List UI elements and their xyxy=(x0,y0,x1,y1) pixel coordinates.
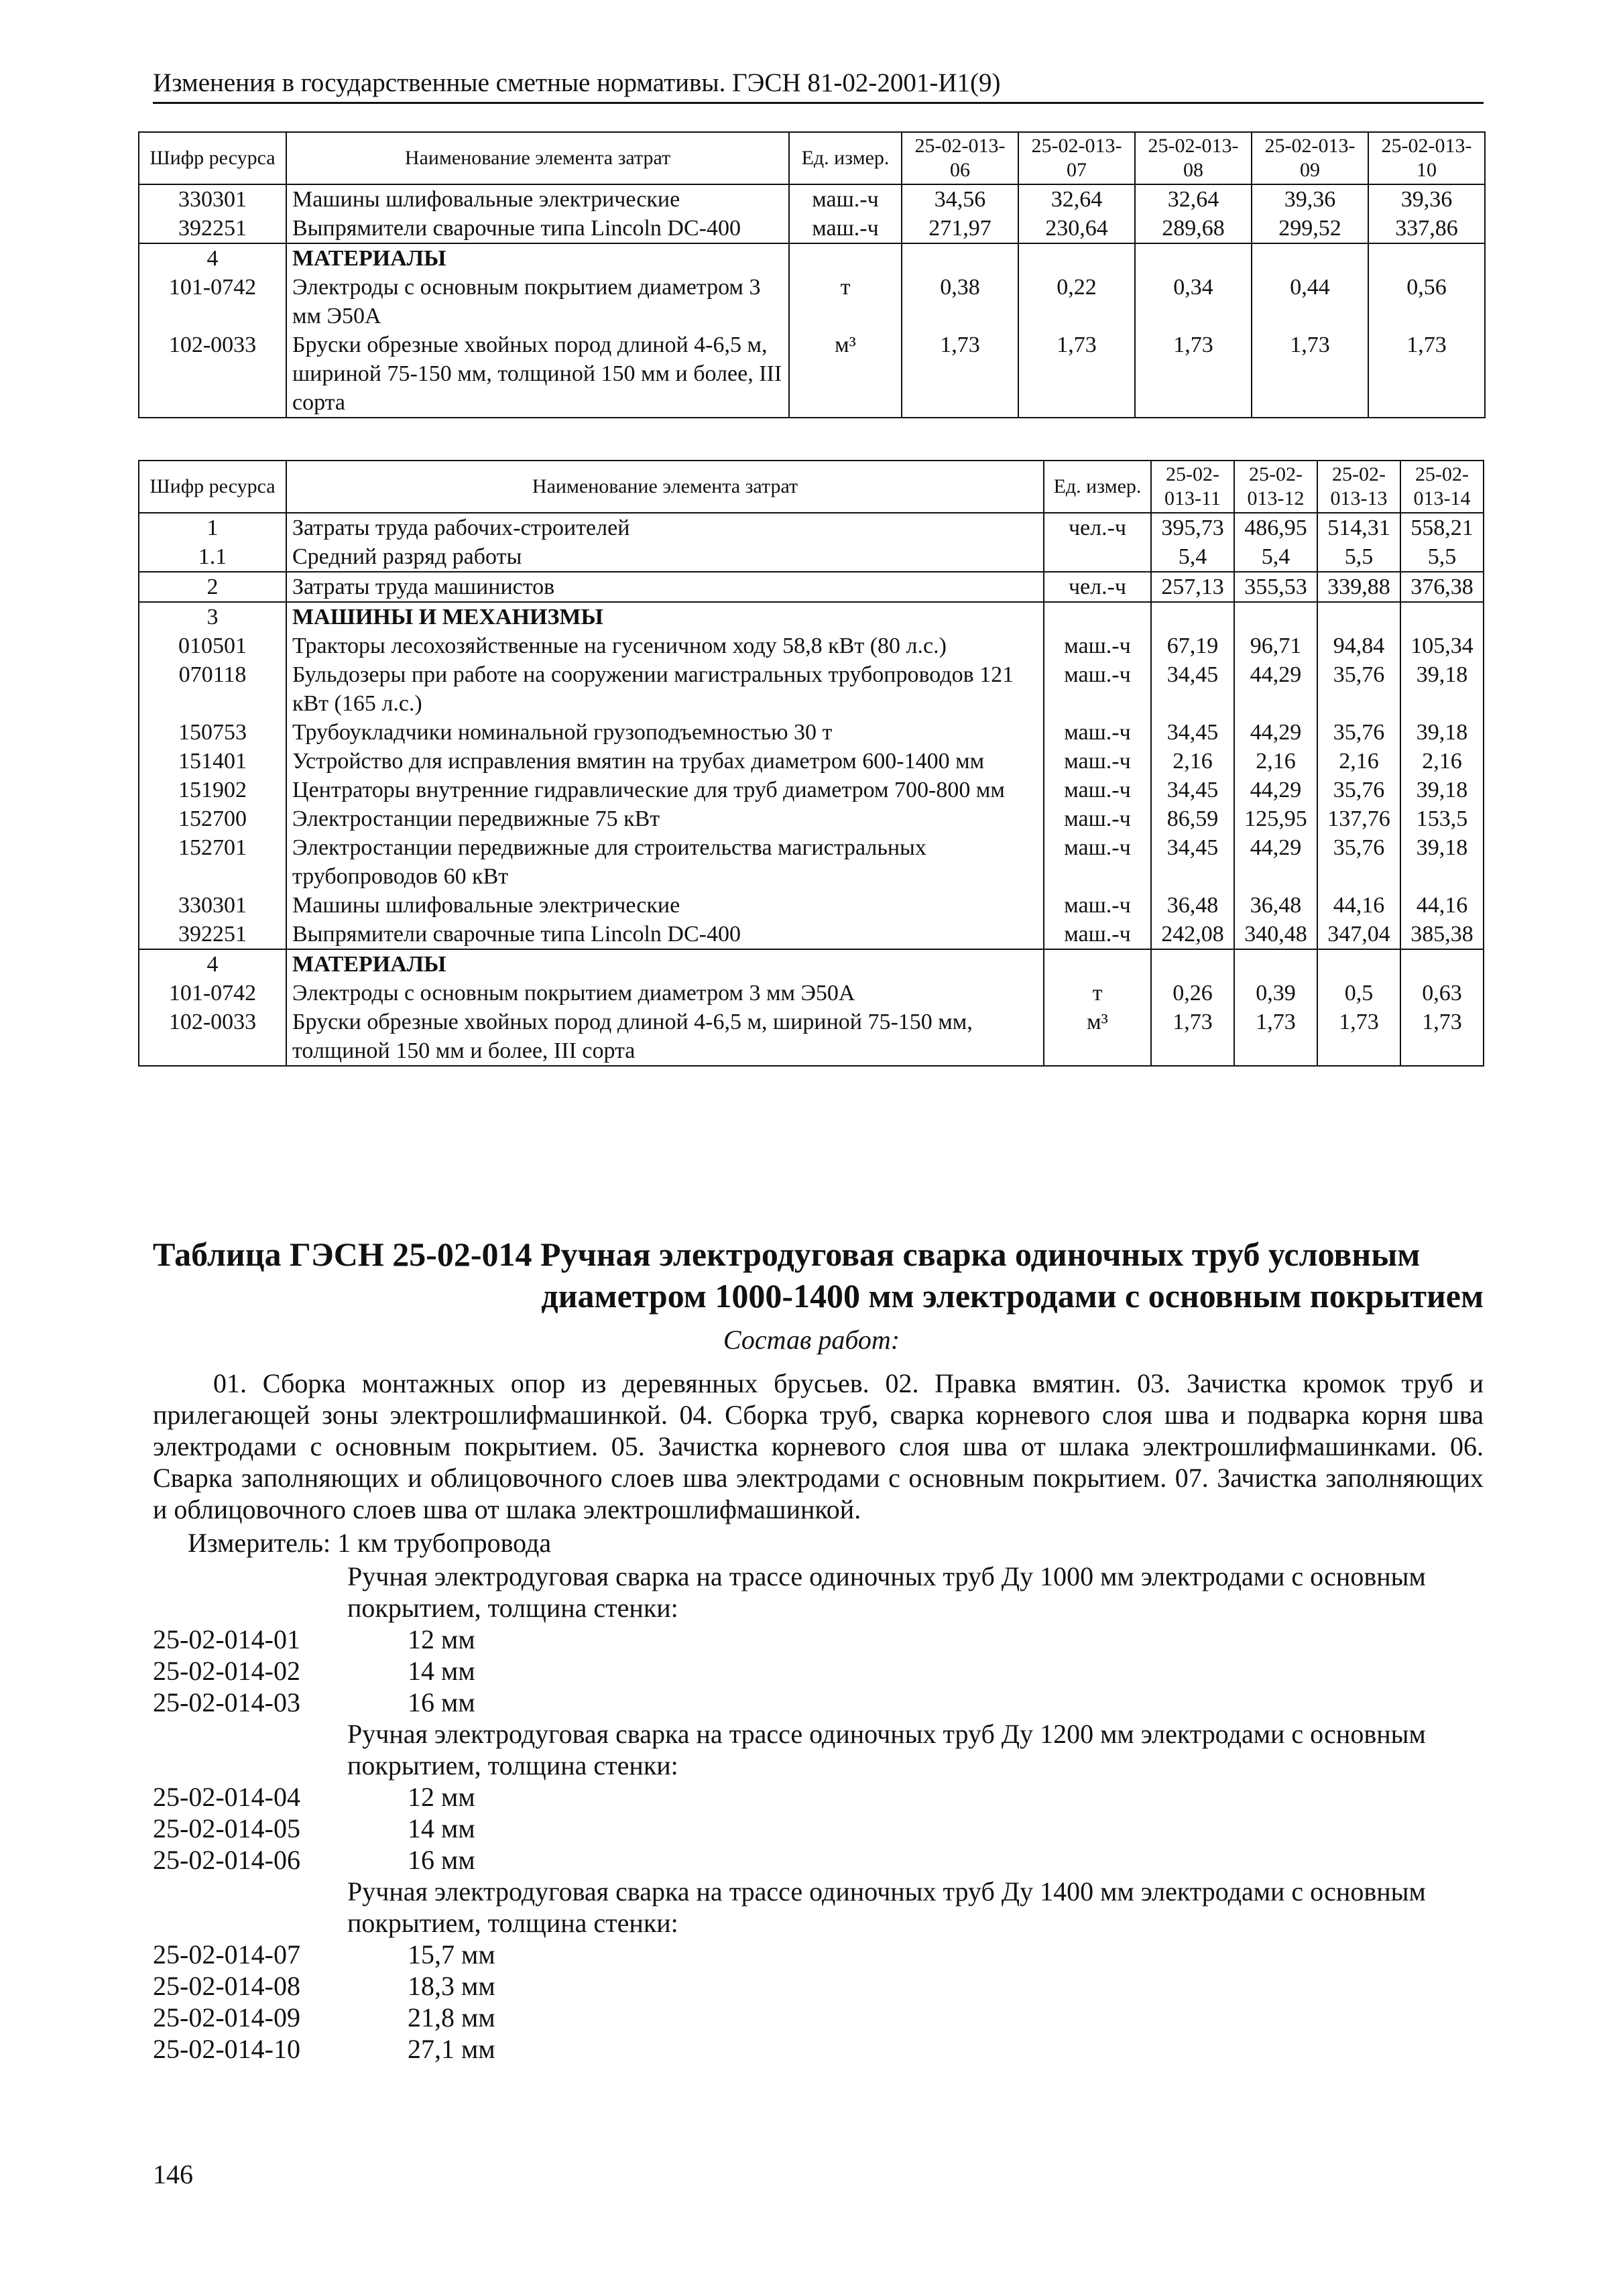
norm-value: 2,16 xyxy=(1317,747,1400,776)
norm-value: 1,73 xyxy=(1018,330,1135,418)
table-row xyxy=(139,747,1484,776)
variant-row xyxy=(153,1655,1484,1687)
variant-code: 25-02-014-04 xyxy=(153,1782,300,1812)
norm-value: 0,38 xyxy=(902,273,1018,330)
norm-value: 558,21 xyxy=(1400,513,1484,542)
norm-value: 39,18 xyxy=(1400,833,1484,891)
unit-of-measure: маш.-ч xyxy=(1044,920,1151,949)
resource-code: 1.1 xyxy=(139,542,286,572)
norm-value xyxy=(1368,243,1485,273)
unit-of-measure: маш.-ч xyxy=(789,184,902,214)
cost-element-name: МАТЕРИАЛЫ xyxy=(286,243,789,273)
norm-value: 44,29 xyxy=(1234,660,1317,718)
norm-value xyxy=(1018,243,1135,273)
norm-value: 5,5 xyxy=(1317,542,1400,572)
variant-thickness: 27,1 мм xyxy=(408,2034,495,2064)
col-header-norm: 25-02-013-07 xyxy=(1018,132,1135,184)
col-header-norm: 25-02-013-12 xyxy=(1234,461,1317,513)
unit-of-measure xyxy=(1044,949,1151,979)
norm-value: 0,39 xyxy=(1234,979,1317,1008)
variant-group-description: Ручная электродуговая сварка на трассе одиночных труб Ду 1200 мм электродами с основным покрытием, толщина стенки: xyxy=(347,1719,1426,1780)
table-row xyxy=(139,214,1485,243)
norm-value: 289,68 xyxy=(1135,214,1252,243)
resource-code: 010501 xyxy=(139,631,286,660)
cost-element-name: Выпрямители сварочные типа Lincoln DC-400 xyxy=(286,920,1044,949)
resource-code: 330301 xyxy=(139,184,286,214)
works-label: Состав работ: xyxy=(723,1325,900,1355)
unit-of-measure: т xyxy=(1044,979,1151,1008)
norm-value: 355,53 xyxy=(1234,572,1317,602)
variant-thickness: 14 мм xyxy=(408,1656,475,1686)
page-number: 146 xyxy=(153,2159,193,2189)
col-header-norm: 25-02-013-14 xyxy=(1400,461,1484,513)
page-header: Изменения в государственные сметные нормативы. ГЭСН 81-02-2001-И1(9) xyxy=(153,67,1484,104)
col-header-code: Шифр ресурса xyxy=(139,132,286,184)
cost-element-name: Выпрямители сварочные типа Lincoln DC-400 xyxy=(286,214,789,243)
resource-code: 4 xyxy=(139,243,286,273)
norm-table-1 xyxy=(138,131,1486,418)
table-row xyxy=(139,542,1484,572)
norm-value: 271,97 xyxy=(902,214,1018,243)
variant-thickness: 16 мм xyxy=(408,1687,475,1717)
variant-code: 25-02-014-08 xyxy=(153,1971,300,2001)
variant-thickness: 18,3 мм xyxy=(408,1971,495,2001)
cost-element-name: Электроды с основным покрытием диаметром 3 мм Э50А xyxy=(286,273,789,330)
norm-value: 44,29 xyxy=(1234,833,1317,891)
norm-value: 1,73 xyxy=(902,330,1018,418)
norm-value: 34,45 xyxy=(1151,718,1234,747)
norm-value: 0,63 xyxy=(1400,979,1484,1008)
variant-thickness: 16 мм xyxy=(408,1845,475,1875)
norm-value: 34,56 xyxy=(902,184,1018,214)
table-row xyxy=(139,979,1484,1008)
norm-value xyxy=(1151,602,1234,631)
variant-row xyxy=(153,1970,1484,2002)
norm-value: 0,34 xyxy=(1135,273,1252,330)
norm-value xyxy=(1135,243,1252,273)
norm-value: 1,73 xyxy=(1368,330,1485,418)
norm-value: 34,45 xyxy=(1151,833,1234,891)
unit-of-measure xyxy=(1044,602,1151,631)
variant-code: 25-02-014-06 xyxy=(153,1845,300,1875)
norm-value xyxy=(1317,949,1400,979)
cost-element-name: МАТЕРИАЛЫ xyxy=(286,949,1044,979)
norm-value xyxy=(902,243,1018,273)
resource-code: 102-0033 xyxy=(139,1008,286,1066)
norm-value: 44,29 xyxy=(1234,776,1317,804)
cost-element-name: Машины шлифовальные электрические xyxy=(286,184,789,214)
norm-value: 34,45 xyxy=(1151,776,1234,804)
table-row xyxy=(139,718,1484,747)
table-row xyxy=(139,804,1484,833)
section-row xyxy=(139,602,1484,631)
norm-value: 39,36 xyxy=(1252,184,1368,214)
resource-code: 101-0742 xyxy=(139,979,286,1008)
unit-of-measure: чел.-ч xyxy=(1044,513,1151,542)
unit-of-measure: маш.-ч xyxy=(1044,718,1151,747)
norm-value: 347,04 xyxy=(1317,920,1400,949)
cost-element-name: Средний разряд работы xyxy=(286,542,1044,572)
norm-value: 105,34 xyxy=(1400,631,1484,660)
norm-value: 339,88 xyxy=(1317,572,1400,602)
norm-value: 1,73 xyxy=(1135,330,1252,418)
cost-element-name: МАШИНЫ И МЕХАНИЗМЫ xyxy=(286,602,1044,631)
variant-thickness: 21,8 мм xyxy=(408,2002,495,2033)
table2-body xyxy=(139,513,1484,1066)
col-header-norm: 25-02-013-09 xyxy=(1252,132,1368,184)
norm-value: 44,16 xyxy=(1317,891,1400,920)
col-header-code: Шифр ресурса xyxy=(139,461,286,513)
norm-value: 376,38 xyxy=(1400,572,1484,602)
norm-value: 32,64 xyxy=(1018,184,1135,214)
resource-code: 152700 xyxy=(139,804,286,833)
norm-value: 39,36 xyxy=(1368,184,1485,214)
resource-code: 152701 xyxy=(139,833,286,891)
variant-row xyxy=(153,1844,1484,1876)
variant-code: 25-02-014-03 xyxy=(153,1687,300,1717)
unit-of-measure: маш.-ч xyxy=(1044,631,1151,660)
resource-code: 4 xyxy=(139,949,286,979)
col-header-norm: 25-02-013-08 xyxy=(1135,132,1252,184)
norm-value xyxy=(1400,602,1484,631)
norm-value: 137,76 xyxy=(1317,804,1400,833)
norm-value: 153,5 xyxy=(1400,804,1484,833)
norm-value xyxy=(1317,602,1400,631)
variant-code: 25-02-014-05 xyxy=(153,1813,300,1844)
cost-element-name: Бруски обрезные хвойных пород длиной 4-6,5 м, шириной 75-150 мм, толщиной 150 мм и более, III сорта xyxy=(286,1008,1044,1066)
variant-row xyxy=(153,1687,1484,1718)
norm-value: 0,5 xyxy=(1317,979,1400,1008)
variant-row xyxy=(153,1624,1484,1655)
norm-value: 242,08 xyxy=(1151,920,1234,949)
unit-of-measure: т xyxy=(789,273,902,330)
norm-value: 44,29 xyxy=(1234,718,1317,747)
norm-value: 1,73 xyxy=(1234,1008,1317,1066)
variant-group-description: Ручная электродуговая сварка на трассе одиночных труб Ду 1400 мм электродами с основным покрытием, толщина стенки: xyxy=(347,1876,1426,1938)
cost-element-name: Электростанции передвижные для строительства магистральных трубопроводов 60 кВт xyxy=(286,833,1044,891)
norm-value: 36,48 xyxy=(1151,891,1234,920)
cost-element-name: Трубоукладчики номинальной грузоподъемностью 30 т xyxy=(286,718,1044,747)
norm-value xyxy=(1151,949,1234,979)
variant-code: 25-02-014-07 xyxy=(153,1939,300,1970)
table-row xyxy=(139,660,1484,718)
norm-value: 39,18 xyxy=(1400,718,1484,747)
table-row xyxy=(139,1008,1484,1066)
unit-of-measure: маш.-ч xyxy=(789,214,902,243)
unit-of-measure: маш.-ч xyxy=(1044,804,1151,833)
resource-code: 1 xyxy=(139,513,286,542)
norm-value: 0,44 xyxy=(1252,273,1368,330)
unit-of-measure: м³ xyxy=(1044,1008,1151,1066)
norm-value: 337,86 xyxy=(1368,214,1485,243)
table-row xyxy=(139,572,1484,602)
norm-value: 32,64 xyxy=(1135,184,1252,214)
cost-element-name: Затраты труда рабочих-строителей xyxy=(286,513,1044,542)
variant-group-description: Ручная электродуговая сварка на трассе одиночных труб Ду 1000 мм электродами с основным покрытием, толщина стенки: xyxy=(347,1561,1426,1623)
resource-code: 101-0742 xyxy=(139,273,286,330)
norm-value xyxy=(1252,243,1368,273)
unit-of-measure: маш.-ч xyxy=(1044,891,1151,920)
norm-value: 94,84 xyxy=(1317,631,1400,660)
norm-value: 39,18 xyxy=(1400,660,1484,718)
resource-code: 330301 xyxy=(139,891,286,920)
table-title xyxy=(153,1233,1484,1317)
cost-element-name: Электроды с основным покрытием диаметром 3 мм Э50А xyxy=(286,979,1044,1008)
norm-value: 1,73 xyxy=(1252,330,1368,418)
norm-variants-list xyxy=(153,1561,1484,2065)
table-row xyxy=(139,513,1484,542)
col-header-unit: Ед. измер. xyxy=(789,132,902,184)
norm-value: 36,48 xyxy=(1234,891,1317,920)
norm-value: 0,22 xyxy=(1018,273,1135,330)
norm-value: 514,31 xyxy=(1317,513,1400,542)
variant-row xyxy=(153,1939,1484,1970)
norm-value: 86,59 xyxy=(1151,804,1234,833)
variant-row xyxy=(153,1781,1484,1813)
table-row xyxy=(139,776,1484,804)
norm-value: 35,76 xyxy=(1317,776,1400,804)
unit-of-measure: маш.-ч xyxy=(1044,747,1151,776)
norm-value: 35,76 xyxy=(1317,718,1400,747)
measure-unit: Измеритель: 1 км трубопровода xyxy=(188,1528,552,1558)
norm-value: 5,4 xyxy=(1151,542,1234,572)
unit-of-measure xyxy=(789,243,902,273)
norm-value: 35,76 xyxy=(1317,660,1400,718)
norm-value: 0,56 xyxy=(1368,273,1485,330)
variant-code: 25-02-014-10 xyxy=(153,2034,300,2064)
table-row xyxy=(139,833,1484,891)
resource-code: 392251 xyxy=(139,214,286,243)
norm-value: 340,48 xyxy=(1234,920,1317,949)
table-title-line2: диаметром 1000-1400 мм электродами с основным покрытием xyxy=(541,1277,1484,1315)
table-row xyxy=(139,920,1484,949)
variant-code: 25-02-014-02 xyxy=(153,1656,300,1686)
cost-element-name: Машины шлифовальные электрические xyxy=(286,891,1044,920)
variant-row xyxy=(153,1813,1484,1844)
norm-value: 2,16 xyxy=(1234,747,1317,776)
col-header-norm: 25-02-013-11 xyxy=(1151,461,1234,513)
norm-value xyxy=(1234,602,1317,631)
variant-thickness: 12 мм xyxy=(408,1782,475,1812)
variant-thickness: 15,7 мм xyxy=(408,1939,495,1970)
works-description: 01. Сборка монтажных опор из деревянных брусьев. 02. Правка вмятин. 03. Зачистка кромок труб и прилегающей зоны электрошлифмашинкой. 04. Сборка труб, сварка корневого слоя шва и подварка корня шва электродами с основным покрытием. 05. Зачистка корневого слоя шва от шлака электрошлифмашинками. 06. Сварка заполняющих и облицовочного слоев шва электродами с основным покрытием. 07. Зачистка заполняющих и облицовочного слоев шва от шлака электрошлифмашинкой. xyxy=(153,1368,1484,1524)
table-row xyxy=(139,891,1484,920)
norm-value: 5,4 xyxy=(1234,542,1317,572)
norm-value: 385,38 xyxy=(1400,920,1484,949)
table-row xyxy=(139,184,1485,214)
cost-element-name: Бруски обрезные хвойных пород длиной 4-6,5 м, шириной 75-150 мм, толщиной 150 мм и более, III сорта xyxy=(286,330,789,418)
norm-value: 299,52 xyxy=(1252,214,1368,243)
cost-element-name: Центраторы внутренние гидравлические для труб диаметром 700-800 мм xyxy=(286,776,1044,804)
col-header-norm: 25-02-013-10 xyxy=(1368,132,1485,184)
resource-code: 151401 xyxy=(139,747,286,776)
cost-element-name: Бульдозеры при работе на сооружении магистральных трубопроводов 121 кВт (165 л.с.) xyxy=(286,660,1044,718)
norm-value: 34,45 xyxy=(1151,660,1234,718)
resource-code: 151902 xyxy=(139,776,286,804)
col-header-norm: 25-02-013-06 xyxy=(902,132,1018,184)
unit-of-measure: чел.-ч xyxy=(1044,572,1151,602)
resource-code: 150753 xyxy=(139,718,286,747)
norm-value: 39,18 xyxy=(1400,776,1484,804)
unit-of-measure: маш.-ч xyxy=(1044,660,1151,718)
norm-value: 1,73 xyxy=(1317,1008,1400,1066)
unit-of-measure: маш.-ч xyxy=(1044,833,1151,891)
norm-value xyxy=(1400,949,1484,979)
unit-of-measure: м³ xyxy=(789,330,902,418)
norm-value: 2,16 xyxy=(1151,747,1234,776)
unit-of-measure: маш.-ч xyxy=(1044,776,1151,804)
col-header-name: Наименование элемента затрат xyxy=(286,461,1044,513)
col-header-norm: 25-02-013-13 xyxy=(1317,461,1400,513)
col-header-unit: Ед. измер. xyxy=(1044,461,1151,513)
norm-value xyxy=(1234,949,1317,979)
table-row xyxy=(139,330,1485,418)
resource-code: 070118 xyxy=(139,660,286,718)
norm-value: 486,95 xyxy=(1234,513,1317,542)
cost-element-name: Устройство для исправления вмятин на трубах диаметром 600-1400 мм xyxy=(286,747,1044,776)
norm-value: 1,73 xyxy=(1151,1008,1234,1066)
resource-code: 102-0033 xyxy=(139,330,286,418)
variant-code: 25-02-014-01 xyxy=(153,1624,300,1654)
section-row xyxy=(139,243,1485,273)
norm-value: 5,5 xyxy=(1400,542,1484,572)
variant-row xyxy=(153,2002,1484,2033)
col-header-name: Наименование элемента затрат xyxy=(286,132,789,184)
norm-value: 125,95 xyxy=(1234,804,1317,833)
norm-value: 35,76 xyxy=(1317,833,1400,891)
cost-element-name: Электростанции передвижные 75 кВт xyxy=(286,804,1044,833)
unit-of-measure xyxy=(1044,542,1151,572)
table-title-line1: Таблица ГЭСН 25-02-014 Ручная электродуговая сварка одиночных труб условным xyxy=(153,1235,1421,1273)
norm-value: 96,71 xyxy=(1234,631,1317,660)
table1-body xyxy=(139,184,1485,418)
resource-code: 3 xyxy=(139,602,286,631)
cost-element-name: Тракторы лесохозяйственные на гусеничном ходу 58,8 кВт (80 л.с.) xyxy=(286,631,1044,660)
norm-value: 1,73 xyxy=(1400,1008,1484,1066)
norm-value: 230,64 xyxy=(1018,214,1135,243)
resource-code: 392251 xyxy=(139,920,286,949)
norm-value: 44,16 xyxy=(1400,891,1484,920)
resource-code: 2 xyxy=(139,572,286,602)
norm-value: 2,16 xyxy=(1400,747,1484,776)
variant-row xyxy=(153,2033,1484,2065)
norm-table-2 xyxy=(138,460,1484,1067)
table-row xyxy=(139,631,1484,660)
variant-thickness: 14 мм xyxy=(408,1813,475,1844)
norm-value: 395,73 xyxy=(1151,513,1234,542)
norm-value: 257,13 xyxy=(1151,572,1234,602)
section-row xyxy=(139,949,1484,979)
norm-value: 0,26 xyxy=(1151,979,1234,1008)
table-row xyxy=(139,273,1485,330)
norm-value: 67,19 xyxy=(1151,631,1234,660)
variant-thickness: 12 мм xyxy=(408,1624,475,1654)
cost-element-name: Затраты труда машинистов xyxy=(286,572,1044,602)
variant-code: 25-02-014-09 xyxy=(153,2002,300,2033)
